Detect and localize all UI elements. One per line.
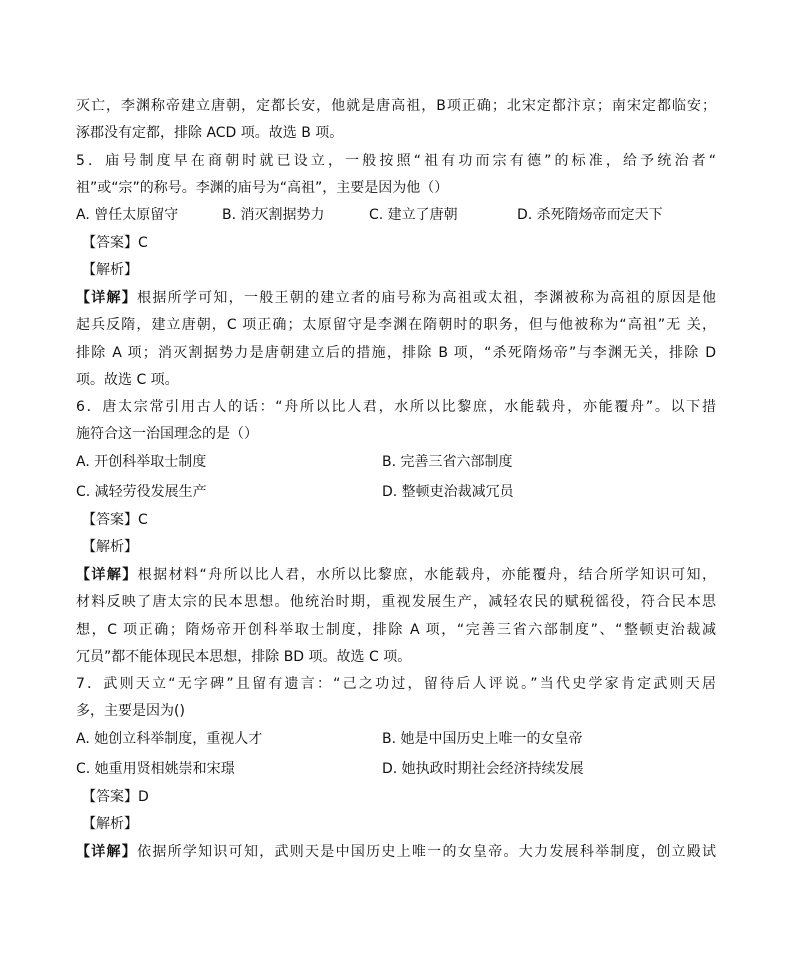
q5-stem-line-2: 祖”或“宗”的称号。李渊的庙号为“高祖”，主要是因为他（）: [76, 180, 449, 196]
q7-answer: 【答案】D: [82, 789, 149, 805]
q6-option-d: D. 整顿吏治裁减冗员: [382, 484, 514, 500]
q5-option-b: B. 消灭割据势力: [222, 207, 325, 223]
q6-detail-line-3: 想，C 项正确；隋炀帝开创科举取士制度，排除 A 项，“完善三省六部制度”、“整顿吏治裁减: [76, 622, 716, 638]
q7-stem-line-2: 多，主要是因为(): [76, 703, 185, 719]
q7-option-a: A. 她创立科举制度，重视人才: [76, 731, 263, 747]
q6-detail-line-4: 冗员”都不能体现民本思想，排除 BD 项。故选 C 项。: [76, 649, 412, 665]
q6-option-b: B. 完善三省六部制度: [382, 454, 513, 470]
q5-detail-line-3: 排除 A 项；消灭割据势力是唐朝建立后的措施，排除 B 项，“杀死隋炀帝”与李渊无关，排除 D: [76, 345, 716, 361]
q7-detail-tag: 【详解】: [76, 844, 138, 860]
q5-detail-line-1: [76, 288, 716, 308]
intro-line-2: 涿郡没有定都，排除 ACD 项。故选 B 项。: [76, 125, 344, 141]
q6-detail-line-2: 材料反映了唐太宗的民本思想。他统治时期，重视发展生产，减轻农民的赋税徭役，符合民本思: [76, 594, 716, 610]
q6-stem-line-2: 施符合这一治国理念的是（）: [76, 426, 258, 442]
q5-analysis-label: 【解析】: [82, 262, 138, 278]
intro-line-1: 灭亡，李渊称帝建立唐朝，定都长安，他就是唐高祖，B项正确；北宋定都汴京；南宋定都临安；: [76, 98, 716, 114]
q5-option-c: C. 建立了唐朝: [369, 207, 458, 223]
q7-detail-text-1: 依据所学知识可知，武则天是中国历史上唯一的女皇帝。大力发展科举制度，创立殿试: [137, 844, 716, 860]
q5-detail-line-2: 起兵反隋，建立唐朝，C 项正确；太原留守是李渊在隋朝时的职务，但与他被称为“高祖”无 关，: [76, 317, 716, 333]
q6-detail-tag: 【详解】: [76, 567, 138, 583]
q7-option-c: C. 她重用贤相姚崇和宋璟: [76, 761, 235, 777]
q6-detail-text-1: 根据材料“舟所以比人君，水所以比黎庶，水能载舟，亦能覆舟，结合所学知识可知，: [137, 567, 716, 583]
q5-stem-line-1: 5．庙号制度早在商朝时就已设立，一般按照“祖有功而宗有德”的标准，给予统治者“: [76, 153, 716, 169]
q6-option-a: A. 开创科举取士制度: [76, 454, 207, 470]
q5-answer: 【答案】C: [82, 235, 148, 251]
q6-option-c: C. 减轻劳役发展生产: [76, 484, 207, 500]
q7-option-b: B. 她是中国历史上唯一的女皇帝: [382, 731, 583, 747]
q7-option-d: D. 她执政时期社会经济持续发展: [382, 761, 584, 777]
q7-detail-line-1: [76, 842, 716, 862]
q5-option-d: D. 杀死隋炀帝而定天下: [517, 207, 663, 223]
q6-stem-line-1: 6．唐太宗常引用古人的话：“舟所以比人君，水所以比黎庶，水能载舟，亦能覆舟”。以下措: [76, 399, 716, 415]
q6-answer: 【答案】C: [82, 512, 148, 528]
q7-stem-line-1: 7．武则天立“无字碑”且留有遗言：“己之功过，留待后人评说。”当代史学家肯定武则天居: [76, 676, 716, 692]
q5-option-a: A. 曾任太原留守: [76, 207, 179, 223]
q5-detail-line-4: 项。故选 C 项。: [76, 372, 179, 388]
q6-detail-line-1: [76, 565, 716, 585]
q5-detail-text-1: 根据所学可知，一般王朝的建立者的庙号称为高祖或太祖，李渊被称为高祖的原因是他: [137, 290, 716, 306]
q7-analysis-label: 【解析】: [82, 816, 138, 832]
q6-analysis-label: 【解析】: [82, 539, 138, 555]
q5-detail-tag: 【详解】: [76, 290, 138, 306]
